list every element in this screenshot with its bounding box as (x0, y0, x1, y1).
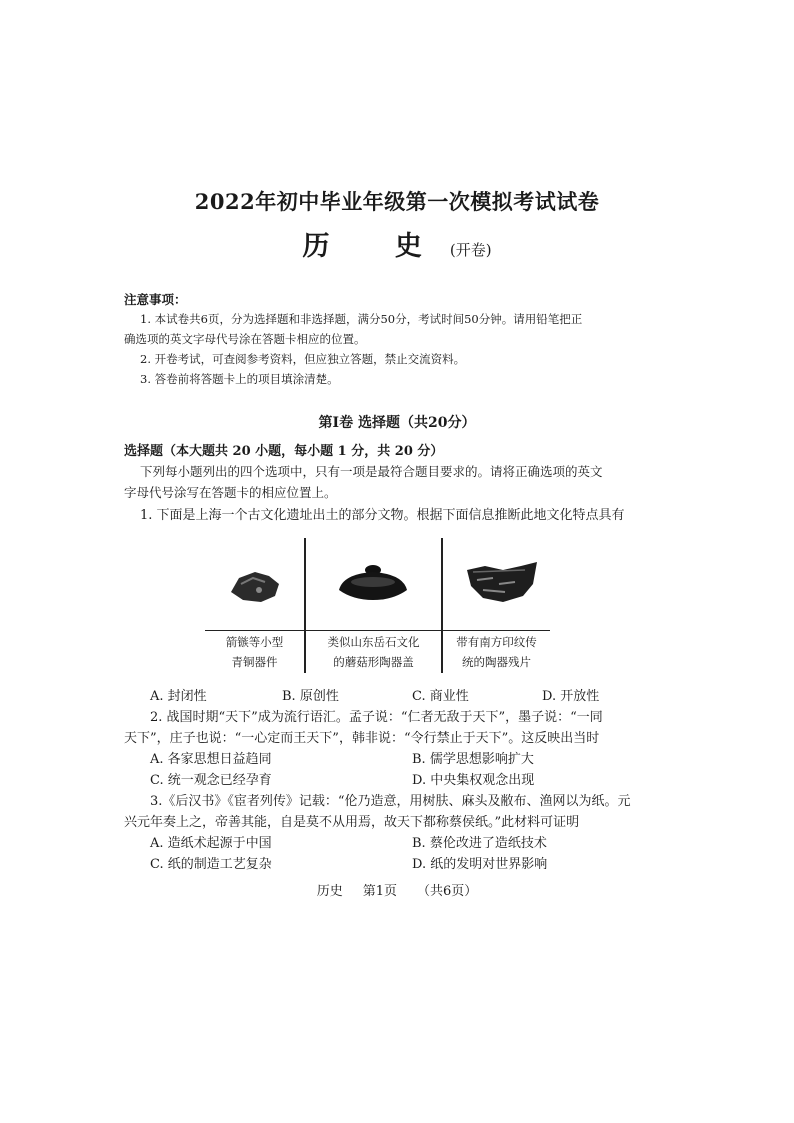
artifact-caption (205, 632, 304, 672)
pottery-lid-image (333, 560, 413, 608)
artifact-caption-line: 的蘑菇形陶器盖 (333, 655, 414, 669)
option-c: C. 商业性 (412, 689, 469, 704)
footer-page: 第1页 (362, 884, 397, 899)
bronze-arrowhead-image (225, 566, 285, 606)
option-b: B. 原创性 (282, 689, 339, 704)
note-line: 1. 本试卷共6页，分为选择题和非选择题，满分50分，考试时间50分钟。请用铅笔把正 (140, 312, 583, 326)
artifact-caption (443, 632, 550, 672)
artifact-caption-line: 带有南方印纹传 (456, 635, 537, 649)
artifact-caption-line: 统的陶器残片 (462, 655, 531, 669)
question-2-stem: 2. 战国时期“天下”成为流行语汇。孟子说：“仁者无敌于天下”，墨子说：“一同 (150, 710, 603, 725)
option-a: A. 封闭性 (150, 689, 207, 704)
note-line: 2. 开卷考试，可查阅参考资料，但应独立答题，禁止交流资料。 (140, 352, 466, 366)
question-1-stem: 1. 下面是上海一个古文化遗址出土的部分文物。根据下面信息推断此地文化特点具有 (140, 508, 625, 523)
note-line: 3. 答卷前将答题卡上的项目填涂清楚。 (140, 372, 339, 386)
table-rule (205, 630, 550, 631)
page-footer (0, 880, 794, 899)
question-type-note: （本大题共 20 小题，每小题 1 分，共 20 分） (163, 444, 444, 459)
artifact-table (205, 538, 550, 673)
question-3-stem: 兴元年奏上之，帝善其能，自是莫不从用焉，故天下都称蔡侯纸。”此材料可证明 (124, 815, 580, 830)
subject-note: (开卷) (449, 241, 492, 259)
instruction-line: 下列每小题列出的四个选项中，只有一项是最符合题目要求的。请将正确选项的英文 (140, 464, 603, 479)
artifact-caption (306, 632, 441, 672)
artifact-caption-line: 箭镞等小型 (225, 635, 284, 649)
instruction-line: 字母代号涂写在答题卡的相应位置上。 (124, 485, 337, 500)
subject-heading (0, 224, 794, 263)
artifact-caption-line: 青铜器件 (231, 655, 278, 669)
option-c: C. 统一观念已经孕育 (150, 773, 272, 788)
option-c: C. 纸的制造工艺复杂 (150, 857, 272, 872)
pottery-shard-image (463, 556, 541, 608)
notes-heading: 注意事项： (124, 292, 187, 307)
option-d: D. 纸的发明对世界影响 (412, 857, 548, 872)
artifact-caption-line: 类似山东岳石文化 (327, 635, 420, 649)
footer-total: （共6页） (417, 884, 478, 899)
question-3-stem: 3.《后汉书》《宦者列传》记载：“伦乃造意，用树肤、麻头及敝布、渔网以为纸。元 (150, 794, 631, 809)
footer-subject: 历史 (316, 884, 343, 899)
option-d: D. 中央集权观念出现 (412, 773, 535, 788)
section-title: 第Ⅰ卷 选择题（共20分） (318, 415, 476, 431)
option-b: B. 儒学思想影响扩大 (412, 752, 534, 767)
option-b: B. 蔡伦改进了造纸技术 (412, 836, 547, 851)
question-type: 选择题 (124, 444, 164, 459)
option-a: A. 各家思想日益趋同 (150, 752, 272, 767)
question-2-stem: 天下”，庄子也说：“一心定而王天下”，韩非说：“令行禁止于天下”。这反映出当时 (124, 731, 600, 746)
subject-name: 历 史 (302, 231, 450, 262)
note-line: 确选项的英文字母代号涂在答题卡相应的位置。 (124, 332, 366, 346)
question-type-heading (124, 440, 443, 459)
option-d: D. 开放性 (542, 689, 600, 704)
exam-title: 2022年初中毕业年级第一次模拟考试试卷 (194, 189, 600, 214)
option-a: A. 造纸术起源于中国 (150, 836, 272, 851)
